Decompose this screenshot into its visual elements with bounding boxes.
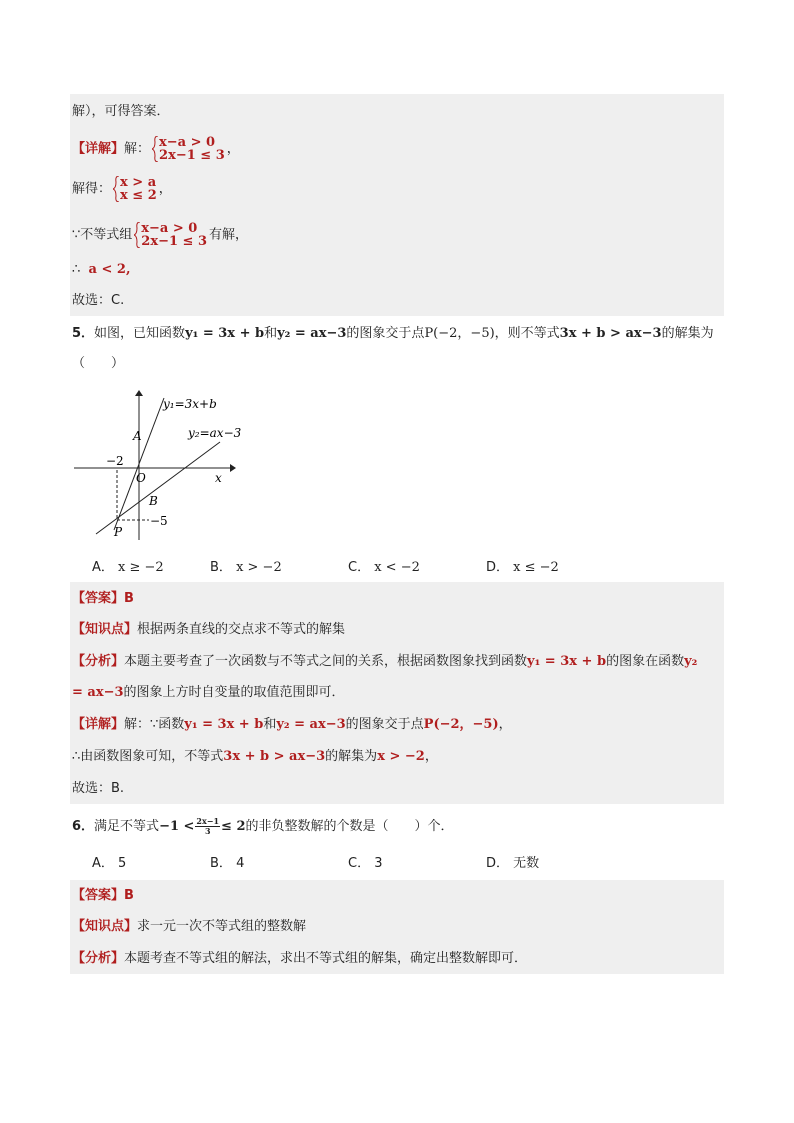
detail-tag: 【详解】: [72, 717, 125, 732]
detail-text: ，: [498, 717, 512, 732]
sys3-row2: 2x−1 ≤ 3: [141, 234, 208, 249]
q6-option-d[interactable]: [486, 854, 539, 874]
inequality-system-3: [134, 222, 207, 248]
comma: ，: [226, 141, 240, 157]
kp-text: 根据两条直线的交点求不等式的解集: [137, 622, 346, 637]
sys3-row1: x−a > 0: [141, 221, 198, 236]
q6-number: 6．: [72, 819, 95, 834]
q5-choice-line: [72, 779, 124, 799]
answer-tag: 【答案】: [72, 888, 125, 903]
detail-text: 解：∵函数: [124, 717, 185, 732]
q6-answer-line: [72, 886, 134, 906]
option-text: 4: [236, 856, 245, 871]
label-x: x: [215, 471, 222, 485]
detail-text: 的图象交于点: [345, 717, 424, 732]
inequality-system-2: [113, 176, 157, 202]
option-text: x ≥ −2: [118, 560, 164, 575]
sys2-row2: x ≤ 2: [120, 188, 157, 203]
q5-answer-line: [72, 589, 134, 609]
q4-since-line: [72, 222, 248, 248]
therefore-symbol: ∴: [72, 262, 81, 277]
q5-option-b[interactable]: [210, 558, 282, 578]
option-letter: B．: [210, 856, 232, 871]
detail-text: 的解集为: [325, 749, 378, 764]
q4-continuation: [72, 102, 170, 122]
q4-cont-text: 解），可得答案．: [72, 104, 170, 119]
function-y2: y₂ = ax−3: [277, 326, 347, 341]
ineq-left: −1 <: [159, 819, 195, 834]
option-text: 5: [118, 856, 127, 871]
label-o: O: [136, 471, 146, 485]
detail-tag: 【详解】: [72, 141, 125, 157]
sys1-row2: 2x−1 ≤ 3: [159, 148, 225, 163]
option-text: x ≤ −2: [513, 560, 559, 575]
since-pre: ∵不等式组: [72, 227, 133, 243]
stem-text: 和: [264, 326, 278, 341]
point-p: P(−2，−5): [424, 326, 495, 341]
label-p: P: [114, 525, 123, 539]
q6-kp-line: [72, 917, 306, 937]
function-y1: y₁ = 3x + b: [185, 326, 265, 341]
label-minus2: −2: [106, 454, 124, 468]
label-y2: y₂=ax−3: [188, 426, 242, 440]
function-y2: y₂ = ax−3: [276, 717, 346, 732]
sys2-row1: x > a: [120, 175, 157, 190]
option-letter: B．: [210, 560, 232, 575]
comma: ，: [158, 181, 172, 197]
option-letter: A．: [92, 856, 114, 871]
q6-stem: [72, 814, 454, 840]
analysis-tag: 【分析】: [72, 951, 125, 966]
q6-option-a[interactable]: [92, 854, 126, 874]
q5-kp-line: [72, 620, 345, 640]
label-y1: y₁=3x+b: [163, 397, 217, 411]
q4-choice-line: [72, 291, 124, 311]
function-y1: y₁ = 3x + b: [184, 717, 264, 732]
q5-stem: [72, 324, 714, 344]
analysis-text: 的图象上方时自变量的取值范围即可．: [123, 685, 345, 700]
stem-text: ，则不等式: [494, 326, 560, 341]
x-axis-arrow: [230, 464, 236, 472]
q5-detail-line2: [72, 747, 438, 767]
q5-figure: [70, 388, 250, 548]
kp-text: 求一元一次不等式组的整数解: [137, 919, 307, 934]
stem-text: 的非负整数解的个数是（ ）个．: [245, 819, 454, 834]
since-post: 有解，: [209, 227, 249, 243]
answer-paren: （ ）: [72, 356, 125, 371]
option-letter: D．: [486, 856, 510, 871]
analysis-text: 的图象在函数: [606, 654, 685, 669]
stem-text: 满足不等式: [94, 819, 160, 834]
option-text: 3: [374, 856, 383, 871]
q6-analysis-line: [72, 949, 527, 969]
q5-number: 5．: [72, 326, 95, 341]
detail-text: ，: [424, 749, 438, 764]
answer-tag: 【答案】: [72, 591, 125, 606]
inequality: 3x + b > ax−3: [223, 749, 326, 764]
function-y1: y₁ = 3x + b: [527, 654, 607, 669]
option-letter: A．: [92, 560, 114, 575]
stem-text: 的解集为: [661, 326, 714, 341]
ineq-right: ≤ 2: [221, 819, 246, 834]
option-letter: D．: [486, 560, 510, 575]
detail-text: ∴由函数图象可知，不等式: [72, 749, 224, 764]
kp-tag: 【知识点】: [72, 919, 138, 934]
option-letter: C．: [348, 560, 371, 575]
q6-option-b[interactable]: [210, 854, 244, 874]
q5-analysis-line2: [72, 683, 345, 703]
inequality-system-1: [152, 136, 225, 162]
answer-value: B: [124, 888, 134, 903]
label-a: A: [133, 429, 142, 443]
analysis-text: 本题考查不等式组的解法，求出不等式组的解集，确定出整数解即可．: [124, 951, 528, 966]
q6-option-c[interactable]: [348, 854, 383, 874]
q5-option-d[interactable]: [486, 558, 559, 578]
analysis-tag: 【分析】: [72, 654, 125, 669]
fraction: [195, 817, 220, 836]
stem-text: 的图象交于点: [346, 326, 425, 341]
q4-choice: 故选：C.: [72, 293, 125, 308]
q4-solve-line: [72, 176, 172, 202]
q4-solution-block: [70, 94, 724, 316]
stem-text: 如图，已知函数: [94, 326, 186, 341]
sys1-row1: x−a > 0: [159, 135, 216, 150]
kp-tag: 【知识点】: [72, 622, 138, 637]
analysis-text: 本题主要考查了一次函数与不等式之间的关系，根据函数图象找到函数: [124, 654, 528, 669]
q4-therefore-line: [72, 260, 131, 280]
option-text: x > −2: [236, 560, 282, 575]
inequality: 3x + b > ax−3: [559, 326, 662, 341]
solve-pre: 解得：: [72, 181, 112, 197]
option-letter: C．: [348, 856, 371, 871]
option-text: 无数: [513, 856, 540, 871]
fraction-numerator: 2x−1: [196, 816, 220, 826]
label-b: B: [149, 494, 158, 508]
label-minus5: −5: [150, 514, 168, 528]
function-y2-part: y₂: [684, 654, 698, 669]
answer-value: B: [124, 591, 134, 606]
therefore-expr: a < 2,: [88, 262, 131, 277]
q5-detail-line1: [72, 715, 512, 735]
solution-set: x > −2: [377, 749, 425, 764]
q5-paren: [72, 354, 124, 374]
q5-option-c[interactable]: [348, 558, 420, 578]
q4-detail-line: [72, 136, 240, 162]
detail-pre: 解：: [124, 141, 151, 157]
q5-option-a[interactable]: [92, 558, 164, 578]
q5-analysis-line1: [72, 652, 697, 672]
point-p: P(−2，−5): [423, 717, 499, 732]
q5-choice: 故选：B.: [72, 781, 125, 796]
option-text: x < −2: [374, 560, 420, 575]
function-y2-part: = ax−3: [72, 685, 124, 700]
y-axis-arrow: [135, 390, 143, 396]
detail-text: 和: [263, 717, 277, 732]
fraction-denominator: 3: [204, 826, 211, 836]
